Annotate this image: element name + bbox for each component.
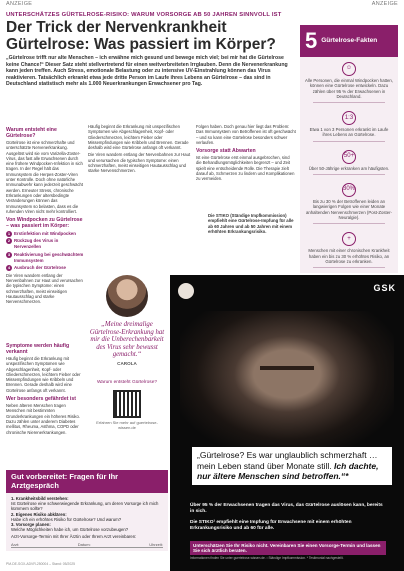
paragraph: Häufig beginnt die Erkrankung mit unspezifischen Symptomen wie Abgeschlagenheit, Kopf- oder Gliederschmerzen, leichtem Fieber oder Missempfindungen wie Kribbeln und Brennen. Gerade deshalb wird eine Gürtelrose anfangs oft verkannt. [6, 356, 81, 393]
step-list [6, 231, 84, 272]
checklist-title: Gut vorbereitet: Fragen für Ihr Arztgespräch [6, 470, 168, 493]
stiko-note: Die STIKO (Ständige Impfkommission) empfiehlt eine Gürtelrose-Impfung für alle ab 60 Jahren und ab 50 Jahren mit einem erhöhten Erkrankungsrisiko. [208, 213, 294, 234]
ad-cta-bar: Unterschätzen Sie Ihr Risiko nicht. Vereinbaren Sie einen Vorsorge-Termin und lassen Sie sich ärztlich beraten. [190, 541, 386, 555]
page-header [0, 0, 404, 10]
list-item: 2 Rückzug des Virus in Nervenzellen [7, 238, 59, 250]
fact-item: ☺ Alle Personen, die einmal Windpocken hatten, können eine Gürtelrose entwickeln. Dazu zählen über 95 % der Erwachsenen in Deutschland. [300, 57, 398, 106]
ad-quote: „Gürtelrose? Es war unglaublich schmerzhaft … mein Leben stand über Monate still. Ich dachte, nur ältere Menschen sind betroffen.“* [192, 447, 392, 485]
fact-item: 50+ Über 50-Jährige erkranken am häufigsten. [300, 145, 398, 178]
qr-caption: Erfahren Sie mehr auf guertelrose-wissen.de [96, 419, 158, 430]
column-2 [88, 124, 192, 176]
portrait-image [180, 311, 394, 451]
kicker: UNTERSCHÄTZES GÜRTELROSE-RISIKO: WARUM VORSORGE AB 50 JAHREN SINNVOLL IST [6, 12, 282, 18]
paragraph: Folgen haben. Doch genau hier liegt das Problem: Das Immunsystem von Betroffenen ist oft geschwächt – und so kann eine Gürtelrose besonders schwer verlaufen. [196, 124, 296, 145]
fact-item: 1:3 Etwa 1 von 3 Personen erkrankt im Laufe ihres Lebens an Gürtelrose. [300, 106, 398, 145]
column-1 [6, 124, 84, 306]
page-title: Der Trick der Nervenkrankheit Gürtelrose: Was passiert im Körper? [6, 19, 276, 53]
person-icon: ☺ [342, 62, 356, 76]
ad-label-left: ANZEIGE [6, 1, 33, 7]
section-heading: Vorsorge statt Abwarten [196, 148, 256, 155]
qr-code[interactable] [113, 390, 141, 418]
column-3 [196, 124, 296, 184]
testimonial-name: CAROLA [117, 360, 137, 366]
testimonial-quote: „Meine dreimalige Gürtelrose-Erkrankung hat mir die Unberechenbarkeit des Virus sehr bewusst gemacht.“ [89, 321, 165, 359]
section-heading: Von Windpocken zu Gürtelrose – was passiert im Körper: [6, 217, 83, 230]
health-icon: + [342, 232, 356, 246]
facts-box [300, 25, 398, 273]
gsk-advertisement [170, 275, 404, 571]
brand-logo: GSK [373, 283, 396, 293]
list-item: 3 Reaktivierung bei geschwächtem Immunsystem [7, 251, 84, 263]
section-heading: Symptome werden häufig verkannt [6, 343, 70, 355]
fact-item: + Menschen mit einer chronischen Krankheit haben ein bis zu 30 % erhöhtes Risiko, an Gürtelrose zu erkranken. [300, 227, 398, 271]
percent-icon: 30% [342, 183, 356, 197]
brand-logo-mark [178, 283, 194, 299]
paragraph: Die Viren wandern entlang der Nervenbahnen zur Haut und verursachen die typischen Symptome: einen schmerzhaften, meist einseitigen Hautausschlag und starke Nervenschmerzen. [88, 152, 191, 174]
section-heading: Warum entsteht eine Gürtelrose? [6, 127, 57, 139]
paragraph: Gürtelrose ist eine schmerzhafte und unterschätzte Nervenerkrankung. Ausgelöst wird sie vom Varizella-Zoster-Virus, das fast alle Erwachsenen durch eine frühere Windpocken-Infektion in sich tragen. In der Regel hält das Immunsystem die Herpes-Zoster-Viren unter Kontrolle. Doch ohne natürliche Immunabwehr kann jederzeit geschwächt werden. Erneuter Stress, chronische Erkrankungen oder altersbedingte Veränderungen können das Immunsystem so belasten, dass es die ruhenden Viren nicht mehr kontrolliert. [6, 140, 84, 214]
testimonial [88, 275, 166, 430]
footer-code: PM-DE-SGX-ADVR-250004 – Stand: 05/2025 [6, 562, 75, 566]
appointment-field[interactable]: Arzt: Datum: Uhrzeit: [11, 541, 163, 547]
checklist-body: 1. Krankheitsbild verstehen: Ist Gürtelrose eine schwerwiegende Erkrankung, um deren Vorsorge ich mich kümmern sollte? 2. Eigenes Risiko abklären: Habe ich ein erhöhtes Risiko für Gürtelrose? Und warum? 3. Vorsorge planen: Welche Möglichkeiten habe ich, um Gürtelrose vorzubeugen? Arzt-Vorsorge-Termin mit Ihrer Ärztin oder Ihrem Arzt vereinbaren: Arzt: Datum: Uhrzeit: [6, 493, 168, 551]
lead-paragraph: „Gürtelrose trifft nur alte Menschen – ich erwähne mich gesund und bewege mich viel; bei mir hat die Gürtelrose keine Chance!“ Dieser Satz steht stellvertretend für einen weitverbreiteten Irrglauben. Denn die Nervenerkrankung kann jeden treffen. Auch Stress, emotionale Belastung oder zu intensive UV-Einstrahlung können das Virus reaktivieren. Tatsächlich erkrankt etwa jede dritte Person im Laufe ihres Lebens an Gürtelrose – das sind in Deutschland statistisch mehr als 1.000 Neuerkrankungen Erwachsener pro Tag. [6, 55, 288, 88]
portrait-image [106, 275, 148, 317]
list-item: 1 Erstinfektion mit Windpocken [7, 230, 76, 236]
ratio-icon: 1:3 [342, 111, 356, 125]
qr-title: Warum entsteht Gürtelrose? [96, 379, 158, 385]
appointment-checklist [6, 470, 168, 560]
paragraph: Die Viren wandern entlang der Nervenbahnen zur Haut und verursachen die typischen Symptome: einen schmerzhaften, meist einseitigen Hautausschlag und starke Nervenschmerzen. [6, 272, 83, 305]
appointment-label: Arzt-Vorsorge-Termin mit Ihrer Ärztin oder Ihrem Arzt vereinbaren: [11, 534, 137, 540]
facts-number: 5 [305, 28, 318, 53]
column-1-lower [6, 340, 84, 437]
section-heading: Wer besonders gefährdet ist [6, 396, 76, 403]
list-item: 4 Ausbruch der Gürtelrose [7, 265, 66, 271]
ad-fact-2: Die STIKO¹ empfiehlt eine Impfung für Erwachsene mit einem erhöhten Erkrankungsrisiko und ab 60 für alle. [190, 520, 352, 531]
age-icon: 50+ [342, 150, 356, 164]
ad-disclaimer: Informationen finden Sie unter guertelrose-wissen.de. ¹ Ständige Impfkommission. * Testimonial nachgestellt. [190, 556, 344, 560]
facts-title: Gürtelrose-Fakten [321, 37, 378, 45]
ad-label-right: ANZEIGE [371, 1, 398, 7]
paragraph: Neben älteren Menschen tragen Menschen mit bestimmten Grunderkrankungen ein höheres Risiko. Dazu zählen unter anderem Diabetes mellitus, Rheuma, Asthma, COPD oder chronische Nierenerkrankungen. [6, 403, 81, 435]
paragraph: Häufig beginnt die Erkrankung mit unspezifischen Symptomen wie Abgeschlagenheit, Kopf- oder Gliederschmerzen, leichtem Fieber oder Missempfindungen wie Kribbeln und Brennen. Gerade deshalb wird eine Gürtelrose anfangs oft verkannt. [88, 124, 189, 151]
facts-header [300, 25, 398, 57]
ad-fact-1: Über 95 % der Erwachsenen tragen das Virus, das Gürtelrose auslösen kann, bereits in sich. [190, 503, 383, 514]
paragraph: Ist eine Gürtelrose erst einmal ausgebrochen, sind die Behandlungsmöglichkeiten begrenzt – und Zeit spielt eine entscheidende Rolle. Die Therapie zielt darauf ab, Schmerzen zu lindern und Komplikationen zu vermeiden. [196, 155, 295, 182]
fact-item: 30% Bis zu 30 % der Betroffenen leiden an langwierigen Folgen wie einer Monate anhaltenden Nervenschmerzen (Post-Zoster-Neuralgie). [300, 178, 398, 227]
